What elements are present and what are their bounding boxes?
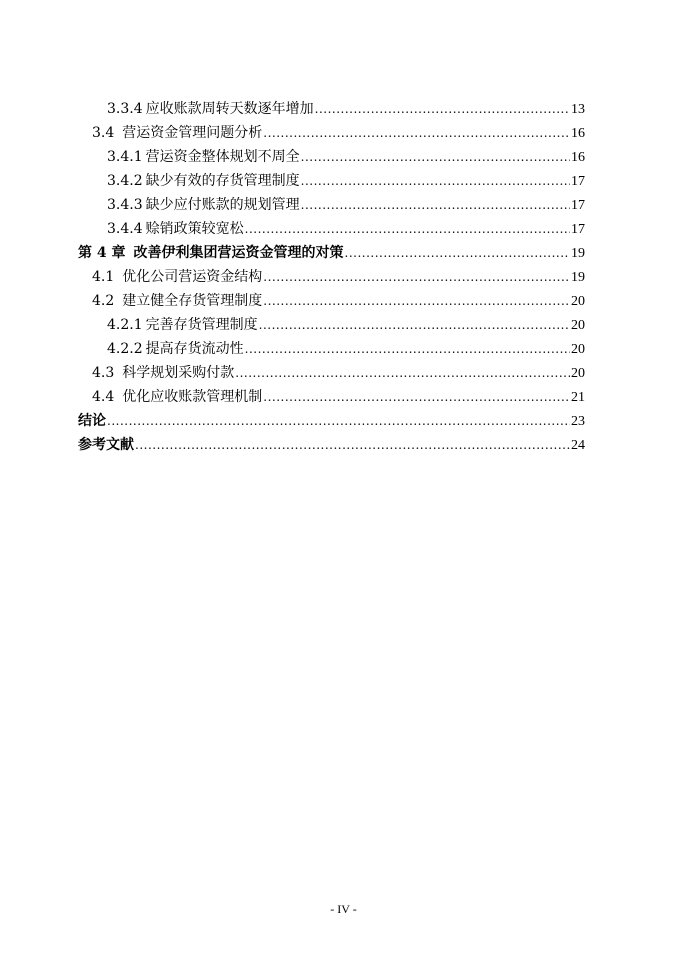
toc-entry-title: 应收账款周转天数逐年增加 [145, 101, 314, 117]
toc-entry-title: 提高存货流动性 [145, 341, 244, 357]
toc-entry[interactable] [78, 169, 585, 193]
toc-entry-number: 4.2 [92, 293, 115, 309]
page-number-footer: - IV - [330, 902, 357, 916]
toc-dot-leader [263, 265, 570, 289]
toc-dot-leader [259, 313, 570, 337]
toc-entry-title: 缺少有效的存货管理制度 [145, 173, 300, 189]
toc-entry-page: 20 [571, 294, 585, 309]
toc-dot-leader [263, 385, 570, 409]
toc-entry-title: 优化公司营运资金结构 [122, 269, 263, 285]
toc-entry-number: 3.4.1 [107, 149, 143, 165]
toc-entry-page: 16 [571, 150, 585, 165]
toc-entry[interactable] [78, 337, 585, 361]
toc-dot-leader [245, 337, 570, 361]
toc-dot-leader [245, 217, 570, 241]
toc-dot-leader [263, 289, 570, 313]
toc-entry-page: 23 [571, 414, 585, 429]
toc-references-entry[interactable] [78, 433, 585, 457]
toc-entry-title: 建立健全存货管理制度 [122, 293, 263, 309]
toc-entry-title: 优化应收账款管理机制 [122, 389, 263, 405]
toc-entry[interactable] [78, 361, 585, 385]
toc-entry-title: 改善伊利集团营运资金管理的对策 [133, 245, 344, 261]
toc-entry[interactable] [78, 193, 585, 217]
toc-entry-page: 19 [571, 246, 585, 261]
toc-entry-page: 13 [571, 102, 585, 117]
toc-entry-title: 科学规划采购付款 [122, 365, 235, 381]
toc-entry[interactable] [78, 121, 585, 145]
toc-entry-number: 4.4 [92, 389, 115, 405]
toc-entry-title: 参考文献 [78, 437, 134, 453]
toc-entry-title: 缺少应付账款的规划管理 [145, 197, 300, 213]
toc-entry[interactable] [78, 289, 585, 313]
toc-entry-number: 3.3.4 [107, 101, 143, 117]
toc-entry[interactable] [78, 145, 585, 169]
toc-entry-title: 结论 [78, 413, 106, 429]
toc-entry[interactable] [78, 313, 585, 337]
toc-entry-number: 4.2.1 [107, 317, 143, 333]
toc-dot-leader [135, 433, 570, 457]
toc-conclusion-entry[interactable] [78, 409, 585, 433]
toc-entry-page: 17 [571, 222, 585, 237]
toc-entry-page: 17 [571, 198, 585, 213]
toc-dot-leader [345, 241, 571, 265]
table-of-contents [78, 97, 585, 457]
toc-entry-number: 第 4 章 [78, 245, 126, 261]
toc-entry-number: 3.4.4 [107, 221, 143, 237]
toc-entry-page: 19 [571, 270, 585, 285]
toc-entry-title: 营运资金整体规划不周全 [145, 149, 300, 165]
toc-entry-number: 3.4 [92, 125, 115, 141]
toc-dot-leader [315, 97, 570, 121]
toc-entry-page: 20 [571, 318, 585, 333]
toc-chapter-entry[interactable] [78, 241, 585, 265]
toc-entry-title: 赊销政策较宽松 [145, 221, 244, 237]
toc-dot-leader [263, 121, 570, 145]
toc-entry-page: 20 [571, 342, 585, 357]
toc-entry-page: 21 [571, 390, 585, 405]
toc-entry[interactable] [78, 97, 585, 121]
toc-entry[interactable] [78, 385, 585, 409]
toc-entry-title: 营运资金管理问题分析 [122, 125, 263, 141]
toc-entry-number: 3.4.2 [107, 173, 143, 189]
toc-entry-page: 24 [571, 438, 585, 453]
toc-entry[interactable] [78, 265, 585, 289]
toc-dot-leader [301, 169, 570, 193]
toc-entry-page: 17 [571, 174, 585, 189]
toc-entry-number: 4.1 [92, 269, 115, 285]
toc-dot-leader [301, 145, 570, 169]
toc-entry-number: 3.4.3 [107, 197, 143, 213]
toc-entry-page: 16 [571, 126, 585, 141]
toc-entry-number: 4.3 [92, 365, 115, 381]
toc-entry[interactable] [78, 217, 585, 241]
toc-dot-leader [235, 361, 570, 385]
toc-entry-title: 完善存货管理制度 [145, 317, 258, 333]
toc-dot-leader [107, 409, 570, 433]
toc-entry-number: 4.2.2 [107, 341, 143, 357]
toc-dot-leader [301, 193, 570, 217]
toc-entry-page: 20 [571, 366, 585, 381]
